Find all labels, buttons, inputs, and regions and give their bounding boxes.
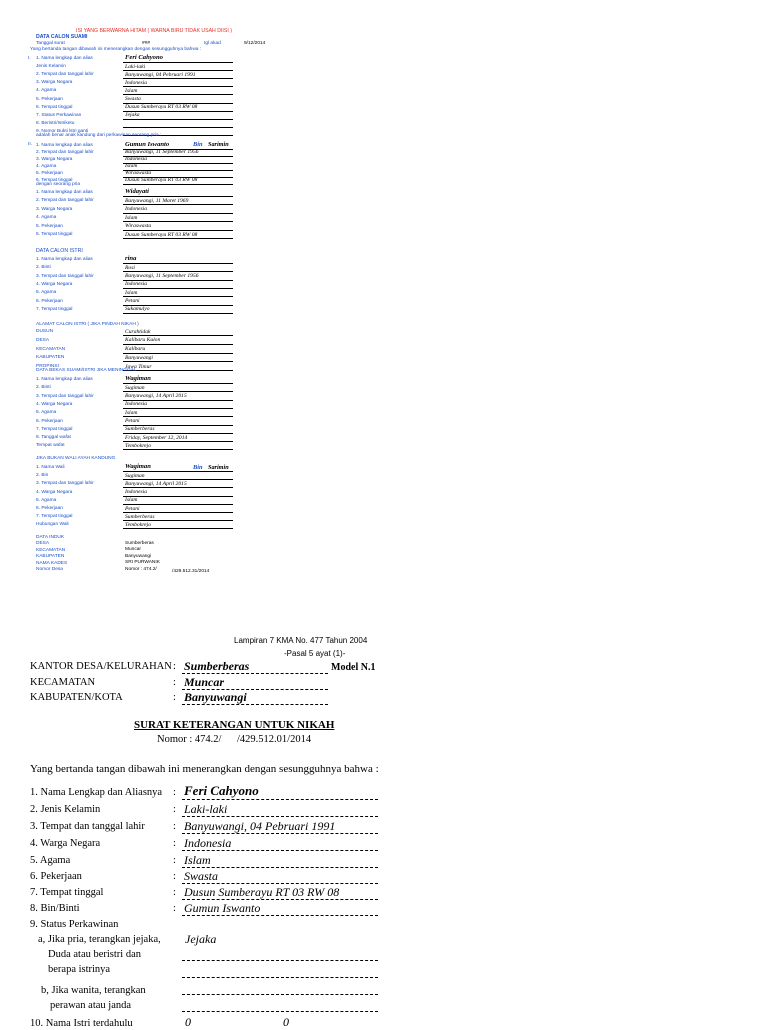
field-underline [123,408,233,409]
suami-label: 7. Status Perkawinan [36,112,82,118]
wali-label: Hubungan Wali [36,522,69,528]
form-row-label: 8. Bin/Binti [30,903,80,914]
kecamatan-label: KECAMATAN [30,677,96,688]
suami-value: Feri Cahyono [125,54,163,61]
ayah-bin-name: Sarimin [208,141,229,148]
istri-value: rina [125,255,137,262]
ayah-label: 5. Pekerjaan [36,170,63,176]
ibu-value: Wiraswasta [125,223,152,230]
suami-label: 5. Pekerjaan [36,96,63,102]
wali-label: 3. Tempat dan tanggal lahir [36,481,94,487]
form-row-value: Feri Cahyono [184,783,259,798]
alamat-label: PROPINSI [36,364,59,370]
wali-value: Tembokrejo [125,521,151,528]
form-row-value: Gumun Iswanto [184,901,261,915]
section-suami-title: DATA CALON SUAMI [36,34,88,40]
field-underline [123,361,233,362]
ayah-value: Islam [125,163,138,170]
roman-one: I. [28,56,31,61]
bekas-value: Sugiman [125,384,145,391]
row10-value: 0 [185,1015,191,1029]
form-row-underline [182,915,378,916]
ibu-label: 1. Nama lengkap dan alias [36,190,93,195]
ayah-label: 3. Warga Negara [36,156,73,162]
row10-label: 10. Nama Istri terdahulu [30,1018,133,1029]
wali-value: Indonesia [125,489,148,496]
bekas-label: 2. Binti [36,385,51,391]
pria-underline-2 [182,977,378,978]
form-row-value: Swasta [184,869,219,883]
form-row-value: Indonesia [184,836,232,850]
ayah-bin-label: Bin [193,141,203,148]
field-underline [123,313,233,314]
form-title: SURAT KETERANGAN UNTUK NIKAH [134,719,335,731]
nomor-label: Nomor : 474.2/ [157,734,222,745]
bekas-label: 7. Tempat tinggal [36,426,73,432]
form-row-label: 5. Agama [30,855,71,866]
suami-label: 3. Warga Negara [36,80,73,86]
field-underline [123,163,233,164]
form-row-underline [182,867,378,868]
bekas-value: Islam [125,409,138,416]
ayah-label: 1. Nama lengkap dan alias [36,143,93,148]
wanita-line-1: b, Jika wanita, terangkan [41,985,146,996]
form-row-label: 3. Tempat dan tanggal lahir [30,821,145,832]
field-underline [123,196,233,197]
istri-label: 4. Warga Negara [36,281,73,287]
tgl-akad-value: 9/12/2014 [244,41,266,46]
ibu-label: 2. Tempat dan tanggal lahir [36,198,94,204]
suami-value: Laki-laki [125,63,146,70]
induk-label: DESA [36,541,50,546]
bekas-label: 4. Warga Negara [36,401,73,407]
ayah-label: 2. Tempat dan tanggal lahir [36,149,94,155]
wali-value: Sumberberas [125,513,155,520]
bekas-value: Petani [125,418,140,424]
alamat-value: Kalibaru [125,346,146,353]
form-row-label: 6. Pekerjaan [30,871,82,882]
suami-label: Jenis Kelamin [36,64,66,70]
ibu-value: Dusun Sumberayu RT 03 RW 08 [125,231,198,238]
form-row-colon: : [173,838,176,849]
istri-label: 2. Binti [36,265,51,271]
istri-value: Sukamulyo [125,306,150,313]
form-row-label: 4. Warga Negara [30,838,101,849]
istri-label: 5. Agama [36,290,57,296]
field-underline [123,528,233,529]
suami-label: 8. Beristri/Istriketu [36,120,75,126]
wali-value: Banyuwangi, 14 April 2015 [125,480,187,487]
form-row-underline [182,833,378,834]
field-underline [123,288,233,289]
pria-line-3: berapa istrinya [48,964,111,975]
kecamatan-value: Muncar [184,675,225,689]
induk-value: SRI PURWANIK [125,560,160,565]
induk-value: Sumberberas [125,540,154,546]
bekas-label: 5. Agama [36,410,57,416]
kantor-value: Sumberberas [184,659,250,673]
wali-label: 1. Nama Wali [36,465,65,470]
bekas-value: Tembokrejo [125,442,151,449]
induk-label: Nomor Desa [36,567,63,572]
form-row-value: Banyuwangi, 04 Pebruari 1991 [184,819,336,833]
istri-value: Banyuwangi, 11 September 1956 [125,273,199,280]
induk-value: Muncar [125,547,141,552]
istri-value: Islam [125,289,138,296]
nomor-suffix: /429.512.01/2014 [237,734,312,745]
form-row-label: 7. Tempat tinggal [30,887,104,898]
ayah-value: Banyuwangi, 11 September 1956 [125,149,199,156]
form-row-colon: : [173,887,176,898]
istri-value: Rosi [125,264,135,271]
alamat-label: DUSUN [36,329,54,334]
form-row-colon: : [173,804,176,815]
form-row-value: Islam [184,853,211,867]
istri-label: 6. Pekerjaan [36,298,63,304]
ayah-value: Gumun Iswanto [125,141,170,148]
kantor-underline [182,673,328,674]
alamat-title: ALAMAT CALON ISTRI ( JIKA PINDAH NIKAH ) [36,322,139,327]
field-underline [123,238,233,239]
ibu-value: Islam [125,214,138,221]
lampiran-text: Lampiran 7 KMA No. 477 Tahun 2004 [234,636,368,645]
induk-nomor-suffix: /429.512.31/2014 [172,569,210,574]
form-row-colon: : [173,821,176,832]
sheet-intro: Yang bertanda tangan dibawah ini menerangkan dengan sesungguhnya bahwa : [30,47,202,52]
kantor-label: KANTOR DESA/KELURAHAN [30,661,172,672]
field-underline [123,449,233,450]
ayah-label: 6. Tempat tinggal [36,177,73,183]
wanita-line-2: perawan atau janda [50,1000,132,1011]
istri-label: 1. Nama lengkap dan alias [36,257,93,262]
istri-value: Petani [125,298,140,304]
wali-value: Sugiman [125,472,145,479]
ibu-label: 3. Warga Negara [36,206,73,212]
form-row-label: 2. Jenis Kelamin [30,804,101,815]
wali-value: Petani [125,505,140,512]
istri-value: Indonesia [125,281,148,288]
form-row-underline [182,850,378,851]
bekas-value: Friday, September 12, 2014 [125,434,188,441]
bekas-label: 6. Pekerjaan [36,418,63,424]
field-underline [123,496,233,497]
istri-label: 7. Tempat tinggal [36,306,73,312]
tanggal-label: Tanggal surat [36,41,65,46]
model-label: Model N.1 [331,662,376,673]
field-underline [123,86,233,87]
pria-line-2: Duda atau beristri dan [48,949,142,960]
alamat-label: KECAMATAN [36,346,66,352]
ibu-value: Banyuwangi, 11 Maret 1969 [125,197,189,204]
wanita-underline-1 [182,994,378,995]
sheet-instruction: ISI YANG BERWARNA HITAM ( WARNA BIRU TIDAK USAH DIISI ) [76,28,232,34]
kabupaten-label: KABUPATEN/KOTA [30,692,123,703]
pria-line-1: a, Jika pria, terangkan jejaka, [38,934,161,945]
section-istri-title: DATA CALON ISTRI [36,248,83,254]
kantor-colon: : [173,661,176,672]
bekas-value: Wagiman [125,375,151,382]
form-row-value: Laki-laki [184,802,228,816]
form-row-underline [182,883,378,884]
field-underline [123,344,233,345]
status-perkawinan-label: 9. Status Perkawinan [30,919,119,930]
form-row-colon: : [173,855,176,866]
field-underline [123,335,233,336]
induk-title: DATA INDUK [36,535,65,540]
bekas-label: 3. Tempat dan tanggal lahir [36,393,94,399]
ayah-label: 4. Agama [36,163,57,169]
ayah-value: Dusun Sumberayu RT 03 RW 08 [125,177,198,183]
field-underline [123,204,233,205]
alamat-label: KABUPATEN [36,355,65,361]
suami-value: Swasta [125,96,141,102]
suami-label: 4. Agama [36,88,57,94]
field-underline [123,213,233,214]
field-underline [123,221,233,222]
form-row-underline [182,899,378,900]
induk-label: KECAMATAN [36,547,66,553]
kabupaten-underline [182,704,328,705]
wali-label: 5. Agama [36,497,57,503]
suami-value: Indonesia [125,79,148,86]
kecamatan-colon: : [173,677,176,688]
ibu-label: 4. Agama [36,215,57,221]
field-underline [123,127,233,128]
roman-two: II. [28,142,32,147]
alamat-value: Kalibaru Kulon [125,337,161,344]
form-row-value: Dusun Sumberayu RT 03 RW 08 [184,885,340,899]
pria-underline-1 [182,960,378,961]
form-row-underline [182,816,378,817]
suami-value: Banyuwangi, 04 Pebruari 1991 [125,71,196,78]
wali-label: 7. Tempat tinggal [36,514,73,520]
pasal-text: -Pasal 5 ayat (1)- [284,649,346,658]
ayah-value: Wiraswasta [125,170,152,177]
field-underline [123,370,233,371]
suami-label: 2. Tempat dan tanggal lahir [36,72,94,78]
induk-label: KABUPATEN [36,554,65,559]
form-row-label: 1. Nama Lengkap dan Aliasnya [30,787,163,798]
form-row-underline [182,799,378,800]
ibu-value: Indonesia [125,206,148,213]
wali-label: 4. Warga Negara [36,489,73,495]
wali-value: Wagiman [125,463,151,470]
kabupaten-colon: : [173,692,176,703]
field-underline [123,263,233,264]
bekas-value: Banyuwangi, 14 April 2015 [125,393,187,400]
wali-label: 6. Pekerjaan [36,506,63,511]
wali-label: 2. Bin [36,473,49,479]
induk-value: Banyuwangi [125,553,152,559]
form-intro: Yang bertanda tangan dibawah ini menerangkan dengan sesungguhnya bahwa : [30,763,379,775]
ibu-value: Widayati [125,188,149,195]
kabupaten-value: Banyuwangi [184,690,247,704]
form-row-colon: : [173,903,176,914]
tanggal-value: ### [142,41,151,46]
wali-title: JIKA BUKAN WALI AYAH KANDUNG [36,456,116,461]
wali-value: Islam [125,497,138,504]
wali-bin-name: Sarimin [208,464,229,471]
suami-value: Islam [125,87,138,94]
field-underline [123,184,233,185]
alamat-value: Jawa Timur [125,363,152,370]
induk-label: NAMA KADES [36,560,68,566]
suami-value: Dusun Sumberayu RT 03 RW 08 [125,104,198,111]
form-row-colon: : [173,871,176,882]
alamat-value: Curahtidak [125,328,151,335]
bekas-title: DATA BEKAS SUAMI/ISTRI JIKA MENINGGAL [36,368,137,373]
istri-label: 3. Tempat dan tanggal lahir [36,273,94,279]
field-underline [123,230,233,231]
suami-label: 1. Nama lengkap dan alias [36,56,93,61]
form-row-colon: : [173,787,176,798]
field-underline [123,119,233,120]
ibu-label: 5. Pekerjaan [36,223,63,229]
pria-value: Jejaka [185,932,217,946]
wife-note: dengan seorang pria [36,182,81,187]
ibu-label: 6. Tempat tinggal [36,232,73,237]
ayah-value: Indonesia [125,156,148,163]
wali-bin-label: Bin [193,464,203,471]
alamat-label: DESA [36,337,50,343]
wanita-underline-2 [182,1011,378,1012]
bekas-value: Sumberberas [125,426,155,433]
bekas-label: 1. Nama lengkap dan alias [36,377,93,382]
bekas-label: 8. Tanggal wafat [36,435,71,441]
bekas-value: Indonesia [125,401,148,408]
suami-label: 9. Nomor Bukti lstri ganti [36,128,89,134]
child-note: adalah benar anak kandung dari perkawinan seorang pria : [36,133,162,138]
suami-value: Jejaka [125,112,140,119]
row10-value-2: 0 [283,1015,289,1029]
induk-value: Nomor : 474.2/ [125,566,157,572]
tgl-akad-label: tgl akad [204,41,221,46]
field-underline [123,353,233,354]
bekas-label: Tempat wafat [36,443,65,449]
alamat-value: Banyuwangi [125,354,153,361]
suami-label: 6. Tempat tinggal [36,104,73,110]
